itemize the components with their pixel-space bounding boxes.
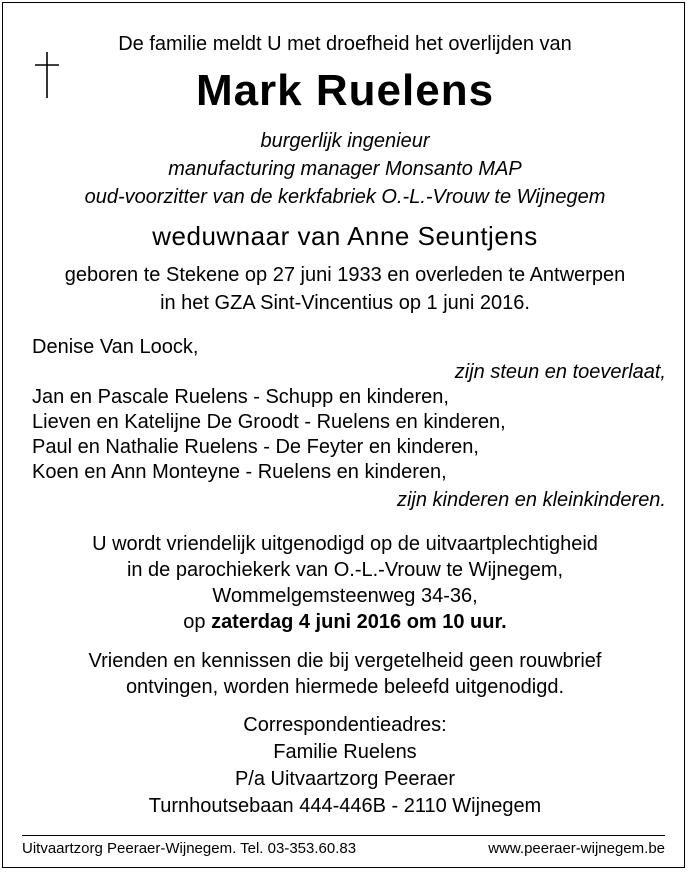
partner-name: Denise Van Loock, (32, 336, 199, 358)
family-line: Koen en Ann Monteyne - Ruelens en kinderen, (32, 461, 447, 483)
title-line: manufacturing manager Monsanto MAP (168, 158, 522, 180)
invitation-line: in de parochiekerk van O.-L.-Vrouw te Wijnegem, (126, 559, 564, 581)
intro-text: De familie meldt U met droefheid het overlijden van (118, 33, 572, 55)
footer-company: Uitvaartzorg Peeraer-Wijnegem. Tel. 03-353.60.83 (22, 840, 357, 857)
family-line: Jan en Pascale Ruelens - Schupp en kinderen, (32, 386, 449, 408)
family-line: Paul en Nathalie Ruelens - De Feyter en kinderen, (32, 436, 479, 458)
correspondence-line: Familie Ruelens (273, 741, 417, 763)
friends-line: Vrienden en kennissen die bij vergetelheid geen rouwbrief (88, 650, 602, 672)
invitation-line: Wommelgemsteenweg 34-36, (212, 585, 478, 607)
footer-divider (22, 835, 665, 836)
invitation-datetime: zaterdag 4 juni 2016 om 10 uur. (211, 611, 507, 633)
invitation-line: U wordt vriendelijk uitgenodigd op de uitvaartplechtigheid (92, 533, 598, 555)
title-line: burgerlijk ingenieur (260, 130, 430, 152)
friends-line: ontvingen, worden hiermede beleefd uitgenodigd. (125, 676, 565, 698)
widower-line: weduwnaar van Anne Seuntjens (152, 221, 538, 251)
partner-role: zijn steun en toeverlaat, (454, 361, 666, 383)
birth-line: geboren te Stekene op 27 juni 1933 en overleden te Antwerpen (64, 264, 626, 286)
invitation-prefix: op (183, 611, 206, 633)
children-role: zijn kinderen en kleinkinderen. (396, 489, 666, 511)
correspondence-heading: Correspondentieadres: (243, 714, 447, 736)
title-line: oud-voorzitter van de kerkfabriek O.-L.-Vrouw te Wijnegem (84, 186, 606, 208)
correspondence-address: Turnhoutsebaan 444-446B - 2110 Wijnegem (148, 795, 542, 817)
family-line: Lieven en Katelijne De Groodt - Ruelens en kinderen, (32, 411, 506, 433)
footer-website-link[interactable]: www.peeraer-wijnegem.be (488, 840, 665, 857)
birth-line: in het GZA Sint-Vincentius op 1 juni 2016. (160, 292, 530, 314)
deceased-name: Mark Ruelens (195, 66, 495, 115)
invitation-date (0, 611, 690, 634)
correspondence-line: P/a Uitvaartzorg Peeraer (234, 768, 456, 790)
